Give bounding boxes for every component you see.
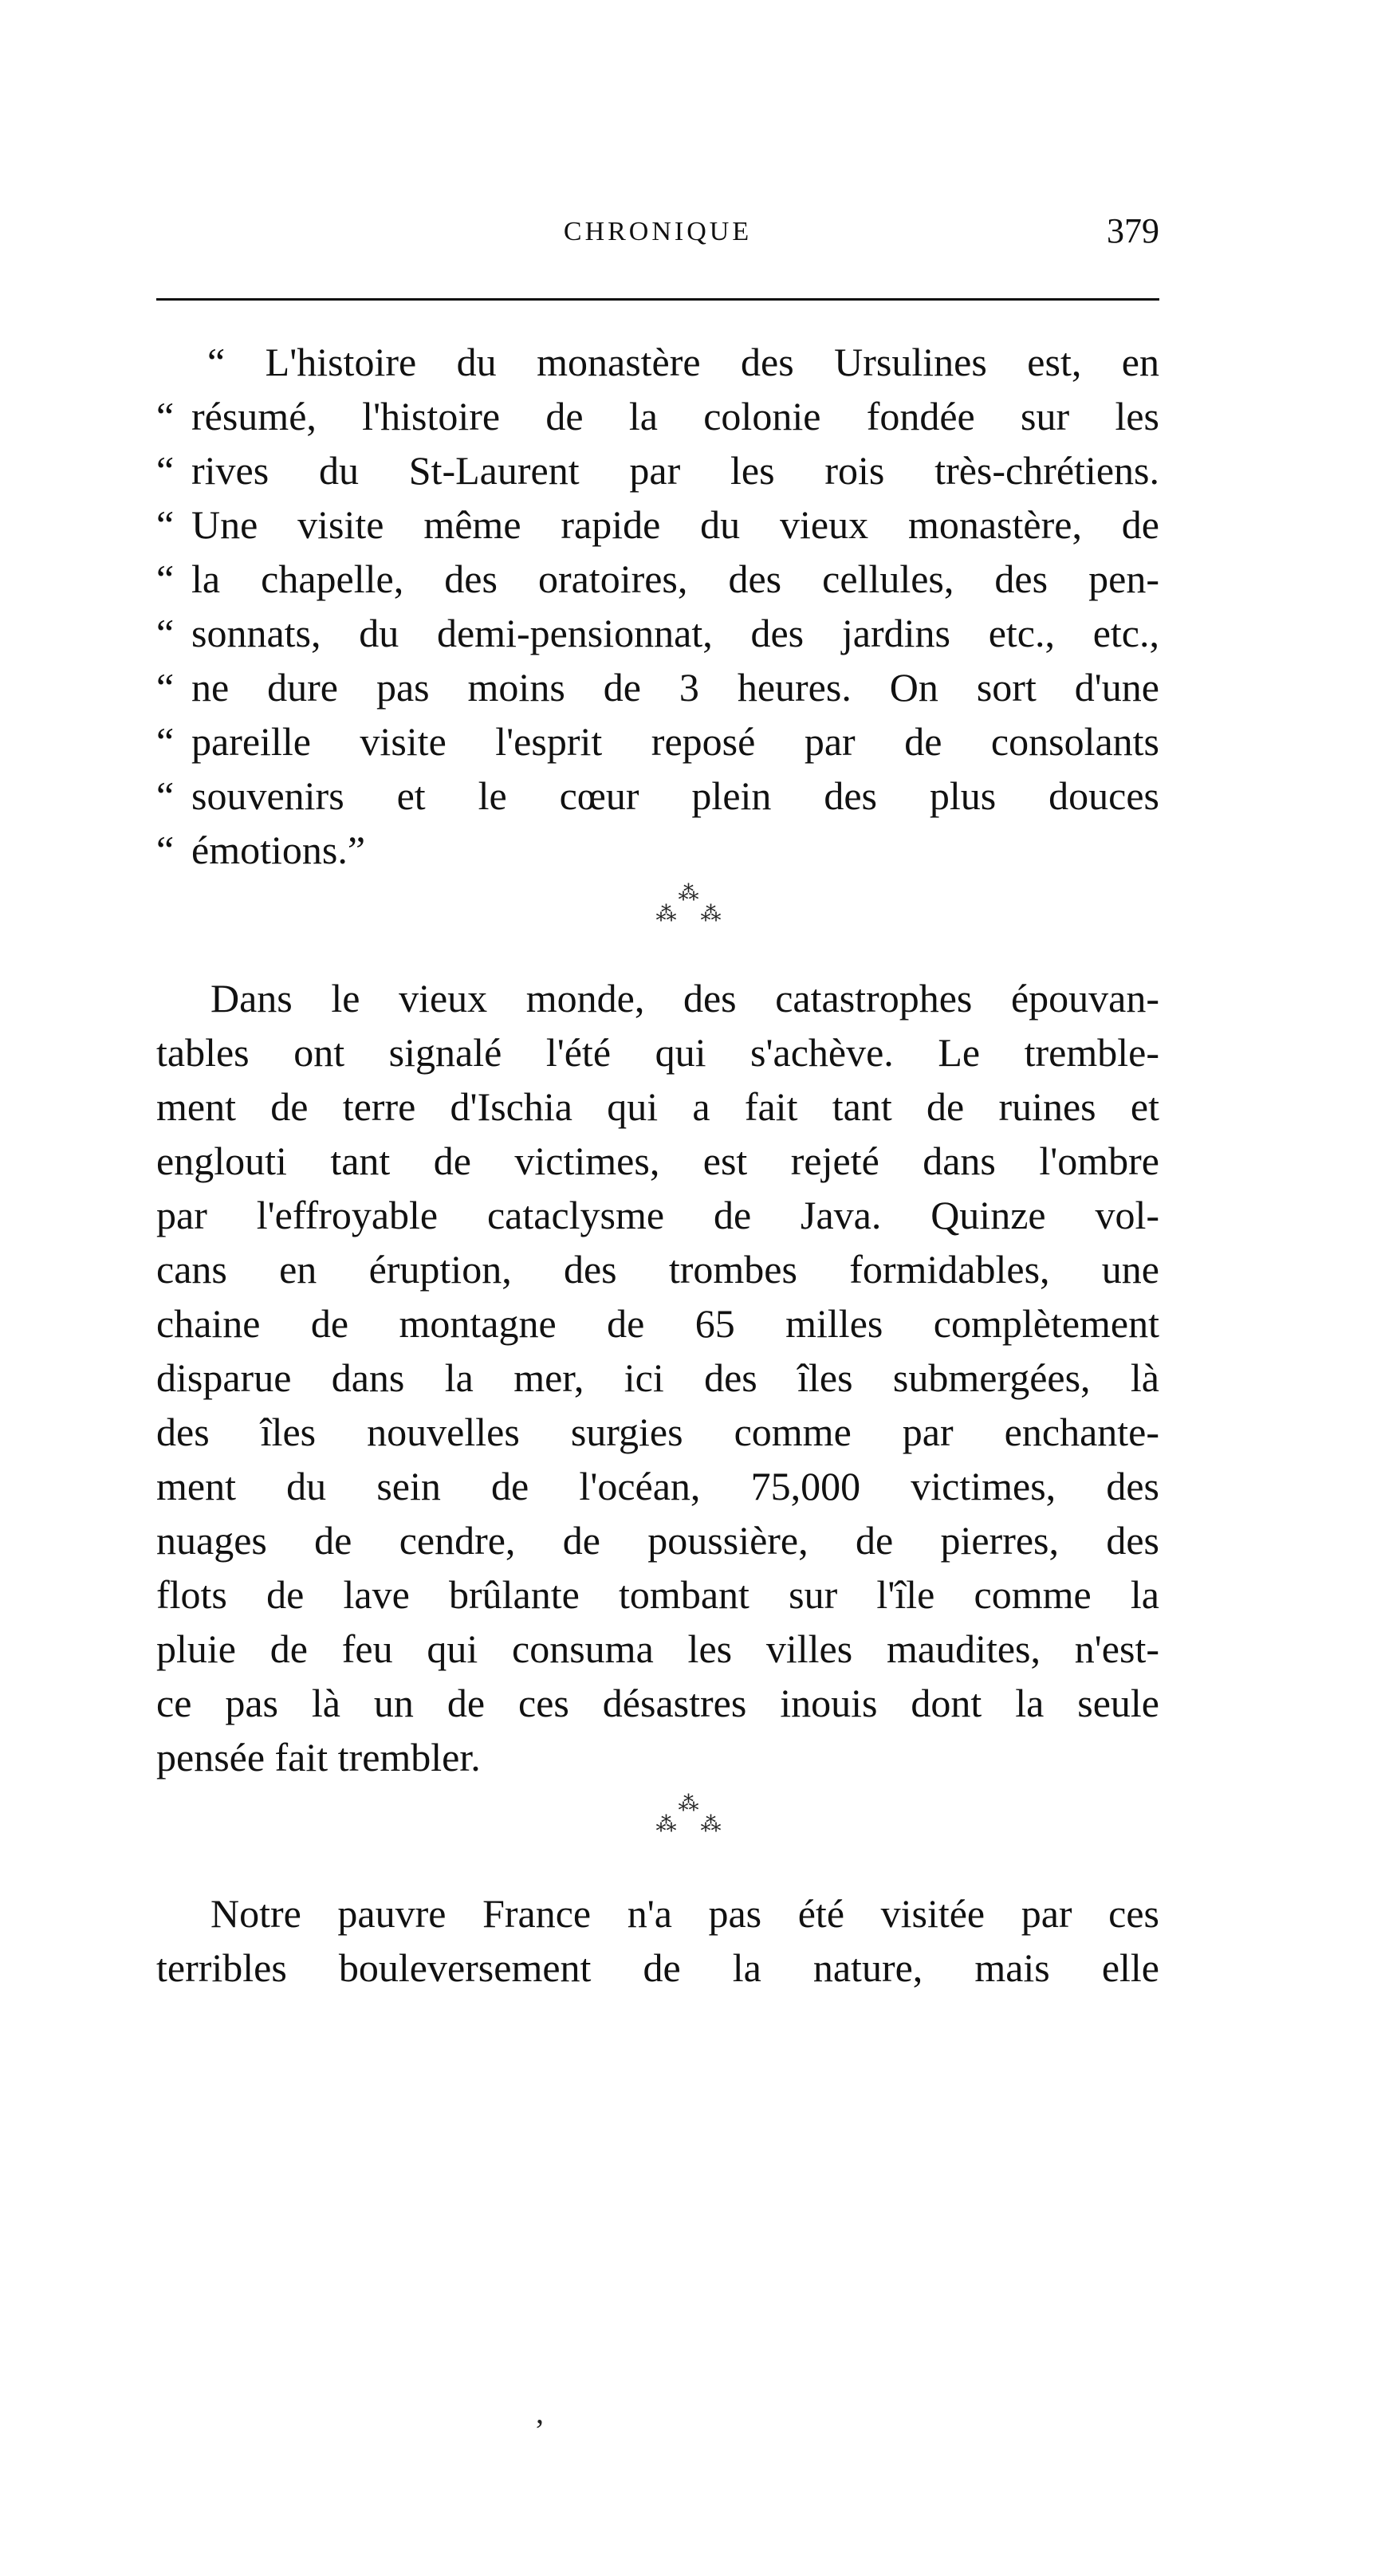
ornament-left-glyph: ⁂ — [655, 1813, 677, 1836]
quote-text: résumé, l'histoire de la colonie fondée sur les — [191, 394, 1159, 439]
quote-mark: “ — [156, 556, 175, 601]
quote-line — [156, 552, 1159, 606]
ornament-left-glyph: ⁂ — [655, 903, 677, 926]
quote-line — [156, 389, 1159, 443]
quote-mark: “ — [156, 828, 175, 872]
paragraph-france — [156, 1886, 1159, 1995]
paragraph-line: cans en éruption, des trombes formidables, une — [156, 1247, 1159, 1292]
quote-mark: “ — [156, 448, 175, 493]
quote-text: “ L'histoire du monastère des Ursulines est, en — [207, 340, 1159, 384]
quote-line — [156, 335, 1159, 389]
stray-mark: , — [536, 2394, 544, 2430]
ornament-top-glyph: ⁂ — [678, 1792, 699, 1815]
quote-line — [156, 606, 1159, 660]
quote-line — [156, 660, 1159, 714]
paragraph-line: chaine de montagne de 65 milles complètement — [156, 1301, 1159, 1346]
paragraph-line: Notre pauvre France n'a pas été visitée par ces — [210, 1891, 1159, 1936]
header-rule — [156, 298, 1159, 301]
quote-text: pareille visite l'esprit reposé par de consolants — [191, 719, 1159, 764]
page-number: 379 — [1107, 211, 1159, 250]
paragraph-line: disparue dans la mer, ici des îles submergées, là — [156, 1355, 1159, 1400]
ornament-right-glyph: ⁂ — [700, 1813, 722, 1836]
quote-line — [156, 498, 1159, 552]
running-title: CHRONIQUE — [563, 217, 753, 246]
quote-line — [156, 823, 1159, 877]
paragraph-line: par l'effroyable cataclysme de Java. Quinze vol- — [156, 1193, 1159, 1237]
quote-mark: “ — [156, 773, 175, 818]
quote-text: Une visite même rapide du vieux monastère, de — [191, 502, 1159, 547]
ornament-top-glyph: ⁂ — [678, 882, 699, 905]
quote-text: émotions.” — [191, 828, 366, 872]
running-head — [156, 207, 1159, 263]
quote-mark: “ — [156, 719, 175, 764]
paragraph-line: terribles bouleversement de la nature, mais elle — [156, 1945, 1159, 1990]
paragraph-line: ce pas là un de ces désastres inouis dont la seule — [156, 1681, 1159, 1725]
paragraph-line: flots de lave brûlante tombant sur l'île comme la — [156, 1572, 1159, 1617]
paragraph-line: pluie de feu qui consuma les villes maudites, n'est- — [156, 1626, 1159, 1671]
paragraph-line: nuages de cendre, de poussière, de pierres, des — [156, 1518, 1159, 1563]
ornament-right-glyph: ⁂ — [700, 903, 722, 926]
quote-line — [156, 769, 1159, 823]
paragraph-line: Dans le vieux monde, des catastrophes épouvan- — [210, 976, 1159, 1021]
quote-text: rives du St-Laurent par les rois très-chrétiens. — [191, 448, 1159, 493]
quote-text: la chapelle, des oratoires, des cellules, des pen- — [191, 556, 1159, 601]
paragraph-line: englouti tant de victimes, est rejeté dans l'ombre — [156, 1139, 1159, 1183]
section-ornament — [0, 883, 1377, 925]
section-ornament — [0, 1794, 1377, 1835]
quote-text: ne dure pas moins de 3 heures. On sort d'une — [191, 665, 1159, 710]
quote-mark: “ — [156, 394, 175, 439]
paragraph-line: pensée fait trembler. — [156, 1735, 481, 1780]
paragraph-catastrophes — [156, 971, 1159, 1784]
quote-mark — [156, 335, 191, 389]
quote-text: sonnats, du demi-pensionnat, des jardins etc., etc., — [191, 611, 1159, 655]
quote-mark: “ — [156, 611, 175, 655]
quote-mark: “ — [156, 502, 175, 547]
quote-line — [156, 714, 1159, 769]
quote-line — [156, 443, 1159, 498]
paragraph-line: ment du sein de l'océan, 75,000 victimes, des — [156, 1464, 1159, 1508]
quoted-passage — [156, 335, 1159, 877]
paragraph-line: des îles nouvelles surgies comme par enchante- — [156, 1410, 1159, 1454]
paragraph-line: ment de terre d'Ischia qui a fait tant de ruines et — [156, 1084, 1159, 1129]
quote-mark: “ — [156, 665, 175, 710]
quote-text: souvenirs et le cœur plein des plus douces — [191, 773, 1159, 818]
paragraph-line: tables ont signalé l'été qui s'achève. Le tremble- — [156, 1030, 1159, 1075]
